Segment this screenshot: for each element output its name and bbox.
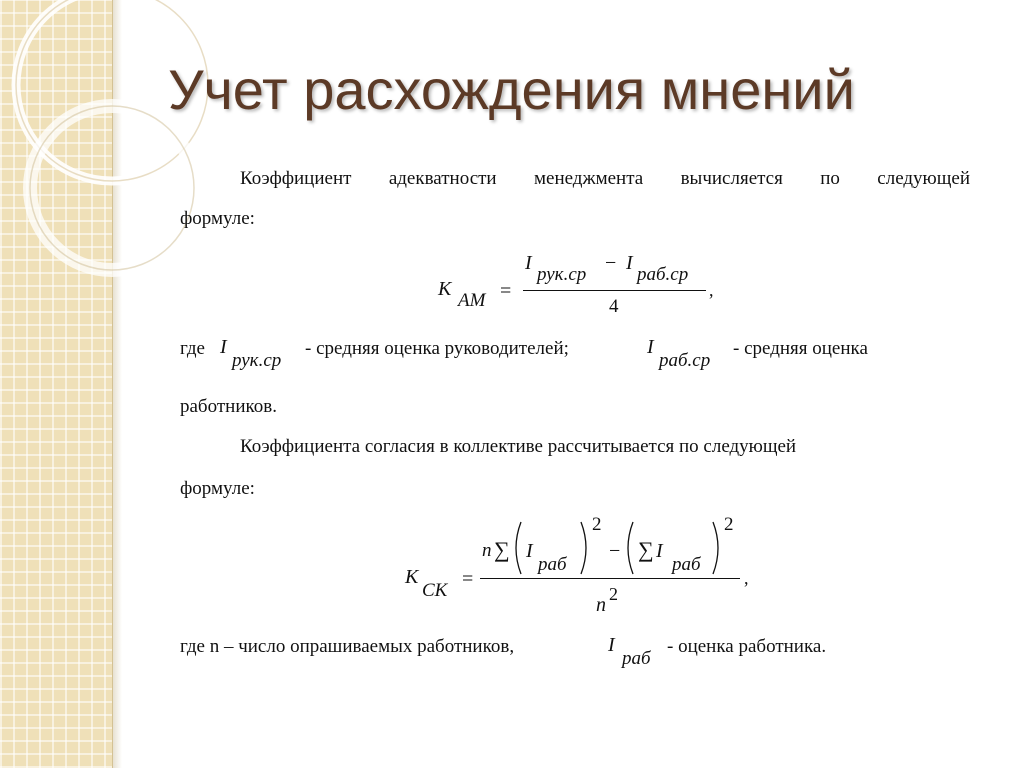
formula2-sum2: ∑	[638, 537, 654, 562]
formula1-fraction-bar	[523, 290, 706, 291]
where2-text1: где n – число опрашиваемых работников,	[180, 636, 515, 657]
formula2-right-paren-2	[710, 520, 724, 576]
where1-where: где	[180, 338, 205, 359]
formula2-right-paren-1	[578, 520, 592, 576]
formula1-num-i1: I	[525, 252, 532, 274]
formula1-num-sub1: рук.ср	[537, 264, 587, 285]
formula2-sub1: раб	[538, 554, 567, 575]
where1-sub2: раб.ср	[659, 350, 711, 371]
where1-i1: I	[220, 336, 227, 358]
paragraph-2-line-2: формуле:	[180, 478, 255, 499]
where2-sub: раб	[622, 648, 651, 669]
formula2-i2: I	[656, 540, 663, 562]
formula1-num-sub2: раб.ср	[637, 264, 689, 285]
formula2-den-n: n	[596, 594, 606, 616]
formula2-sub2: раб	[672, 554, 701, 575]
formula2-left-paren-2	[622, 520, 636, 576]
formula2-fraction-bar	[480, 578, 740, 579]
formula1-equals: =	[500, 280, 512, 302]
formula2-minus: −	[609, 540, 621, 562]
where1-sub1: рук.ср	[232, 350, 282, 371]
paragraph-1-line-1: Коэффициент адекватности менеджмента вычисляется по следующей	[240, 168, 970, 189]
slide-title: Учет расхождения мнений	[168, 58, 855, 121]
paragraph-1-line-2: формуле:	[180, 208, 255, 229]
formula2-den-exp: 2	[609, 584, 618, 604]
formula2-exp2: 2	[724, 514, 734, 535]
where1-i2: I	[647, 336, 654, 358]
formula1-lhs-subscript: АМ	[458, 290, 486, 311]
formula1-num-i2: I	[626, 252, 633, 274]
formula1-lhs-main: К	[438, 278, 452, 300]
formula2-lhs-subscript: СК	[422, 580, 448, 601]
formula2-i1: I	[526, 540, 533, 562]
decorative-rings-graphic	[0, 0, 260, 320]
formula1-denominator: 4	[609, 296, 619, 317]
formula2-left-paren-1	[510, 520, 524, 576]
where1-text1: - средняя оценка руководителей;	[305, 338, 569, 359]
where1-line2: работников.	[180, 396, 277, 417]
formula2-exp1: 2	[592, 514, 602, 535]
where2-text2: - оценка работника.	[667, 636, 827, 657]
formula2-comma: ,	[744, 568, 749, 588]
formula2-sum1: ∑	[494, 537, 510, 562]
paragraph-2-line-1: Коэффициента согласия в коллективе рассчитывается по следующей	[240, 436, 797, 457]
formula2-lhs-main: К	[405, 566, 419, 588]
formula2-n: n	[482, 540, 492, 561]
formula2-equals: =	[462, 568, 474, 590]
where1-text2: - средняя оценка	[733, 338, 868, 359]
where2-i: I	[608, 634, 615, 656]
formula1-comma: ,	[709, 280, 714, 300]
formula1-minus: −	[605, 252, 617, 274]
